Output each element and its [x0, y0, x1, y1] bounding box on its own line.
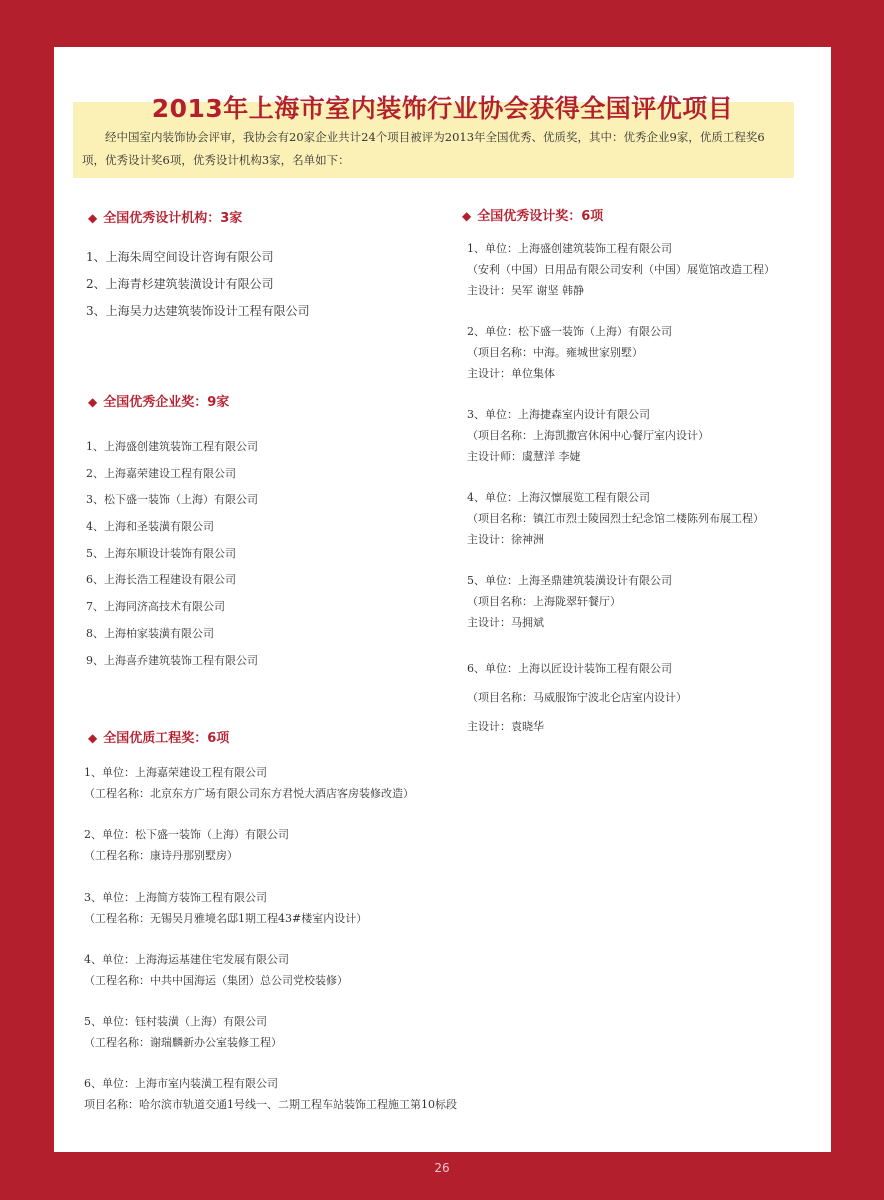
section-heading-enterprises — [88, 391, 229, 410]
entry-designer: 主设计：吴军 谢坚 韩静 — [467, 283, 584, 297]
section-title: 全国优质工程奖：6项 — [103, 731, 230, 746]
entry-project: （项目名称：中海。雍城世家别墅） — [467, 345, 643, 359]
list-item: 1、上海盛创建筑装饰工程有限公司 — [86, 440, 258, 453]
design-entry — [467, 322, 672, 384]
entry-project: 项目名称：哈尔滨市轨道交通1号线一、二期工程车站装饰工程施工第10标段 — [84, 1097, 457, 1111]
list-item: 5、上海东顺设计装饰有限公司 — [86, 546, 236, 560]
list-item: 7、上海同济高技术有限公司 — [86, 600, 225, 614]
list-item: 3、松下盛一装饰（上海）有限公司 — [86, 493, 258, 507]
diamond-bullet-icon: ◆ — [88, 211, 98, 225]
diamond-bullet-icon: ◆ — [462, 209, 472, 223]
intro-text: 经中国室内装饰协会评审，我协会有20家企业共计24个项目被评为2013年全国优秀、优质奖，其中：优秀企业9家，优质工程奖6项，优秀设计奖6项，优秀设计机构3家，名单如下： — [82, 130, 765, 167]
entry-unit: 6、单位：上海市室内装潢工程有限公司 — [84, 1077, 278, 1090]
design-institution-list — [86, 244, 310, 325]
page-sheet — [54, 47, 831, 1152]
list-item: 4、上海和圣装潢有限公司 — [86, 520, 214, 534]
entry-unit: 1、单位：上海盛创建筑装饰工程有限公司 — [467, 242, 672, 255]
section-heading-design — [462, 205, 603, 224]
quality-entry — [84, 950, 348, 992]
entry-project: （工程名称：康诗丹那别墅房） — [84, 848, 238, 862]
entry-project: （项目名称：上海陇翠轩餐厅） — [467, 594, 621, 608]
page-number: 26 — [434, 1161, 450, 1175]
list-item: 3、上海吴力达建筑装饰设计工程有限公司 — [86, 304, 310, 318]
section-title: 全国优秀设计机构：3家 — [103, 211, 243, 226]
entry-unit: 3、单位：上海简方装饰工程有限公司 — [84, 891, 267, 904]
entry-unit: 4、单位：上海海运基建住宅发展有限公司 — [84, 953, 289, 966]
quality-entry — [84, 825, 289, 867]
entry-unit: 4、单位：上海汉懔展览工程有限公司 — [467, 491, 650, 504]
design-entry — [467, 488, 764, 550]
section-title: 全国优秀设计奖：6项 — [477, 209, 604, 224]
entry-unit: 3、单位：上海捷森室内设计有限公司 — [467, 408, 650, 421]
design-entry — [467, 239, 775, 301]
list-item: 9、上海喜乔建筑装饰工程有限公司 — [86, 653, 258, 667]
diamond-bullet-icon: ◆ — [88, 395, 98, 409]
entry-unit: 5、单位：钰村装潢（上海）有限公司 — [84, 1015, 267, 1028]
design-entry — [467, 571, 672, 633]
quality-entry — [84, 1012, 282, 1054]
quality-entry — [84, 1074, 457, 1116]
intro-paragraph — [82, 126, 787, 172]
section-heading-design-institutions — [88, 207, 242, 226]
quality-entry — [84, 888, 367, 930]
entry-unit: 2、单位：松下盛一装饰（上海）有限公司 — [84, 828, 289, 841]
entry-unit: 2、单位：松下盛一装饰（上海）有限公司 — [467, 325, 672, 338]
list-item: 6、上海长浩工程建设有限公司 — [86, 573, 236, 587]
entry-designer: 主设计师：虞慧洋 李婕 — [467, 449, 581, 463]
design-entry — [467, 405, 709, 467]
entry-project: （项目名称：镇江市烈士陵园烈士纪念馆二楼陈列布展工程） — [467, 511, 764, 525]
list-item: 2、上海嘉荣建设工程有限公司 — [86, 466, 236, 480]
list-item: 2、上海青杉建筑装潢设计有限公司 — [86, 277, 274, 291]
entry-project: （安利（中国）日用品有限公司安利（中国）展览馆改造工程） — [467, 262, 775, 276]
page-title: 2013年上海市室内装饰行业协会获得全国评优项目 — [151, 94, 734, 123]
entry-designer: 主设计：单位集体 — [467, 366, 555, 380]
design-entry — [467, 659, 687, 738]
entry-project: （项目名称：马威服饰宁波北仑店室内设计） — [467, 691, 687, 704]
section-heading-quality — [88, 727, 229, 746]
entry-project: （项目名称：上海凯撒宫休闲中心餐厅室内设计） — [467, 428, 709, 442]
entry-project: （工程名称：北京东方广场有限公司东方君悦大酒店客房装修改造） — [84, 786, 414, 800]
list-item: 1、上海朱周空间设计咨询有限公司 — [86, 250, 274, 264]
entry-unit: 5、单位：上海圣鼎建筑装潢设计有限公司 — [467, 574, 672, 587]
entry-project: （工程名称：谢瑞麟新办公室装修工程） — [84, 1035, 282, 1049]
quality-entry — [84, 763, 414, 805]
entry-designer: 主设计：徐神洲 — [467, 532, 544, 546]
diamond-bullet-icon: ◆ — [88, 731, 98, 745]
enterprise-list — [86, 434, 258, 674]
list-item: 8、上海柏家装潢有限公司 — [86, 626, 214, 640]
entry-unit: 6、单位：上海以匠设计装饰工程有限公司 — [467, 662, 672, 675]
entry-unit: 1、单位：上海嘉荣建设工程有限公司 — [84, 766, 267, 779]
section-title: 全国优秀企业奖：9家 — [103, 395, 230, 410]
entry-project: （工程名称：中共中国海运（集团）总公司党校装修） — [84, 973, 348, 987]
entry-designer: 主设计：马拥斌 — [467, 615, 544, 629]
entry-designer: 主设计：袁晓华 — [467, 720, 544, 733]
entry-project: （工程名称：无锡吴月雅境名邸1期工程43#楼室内设计） — [84, 911, 368, 925]
